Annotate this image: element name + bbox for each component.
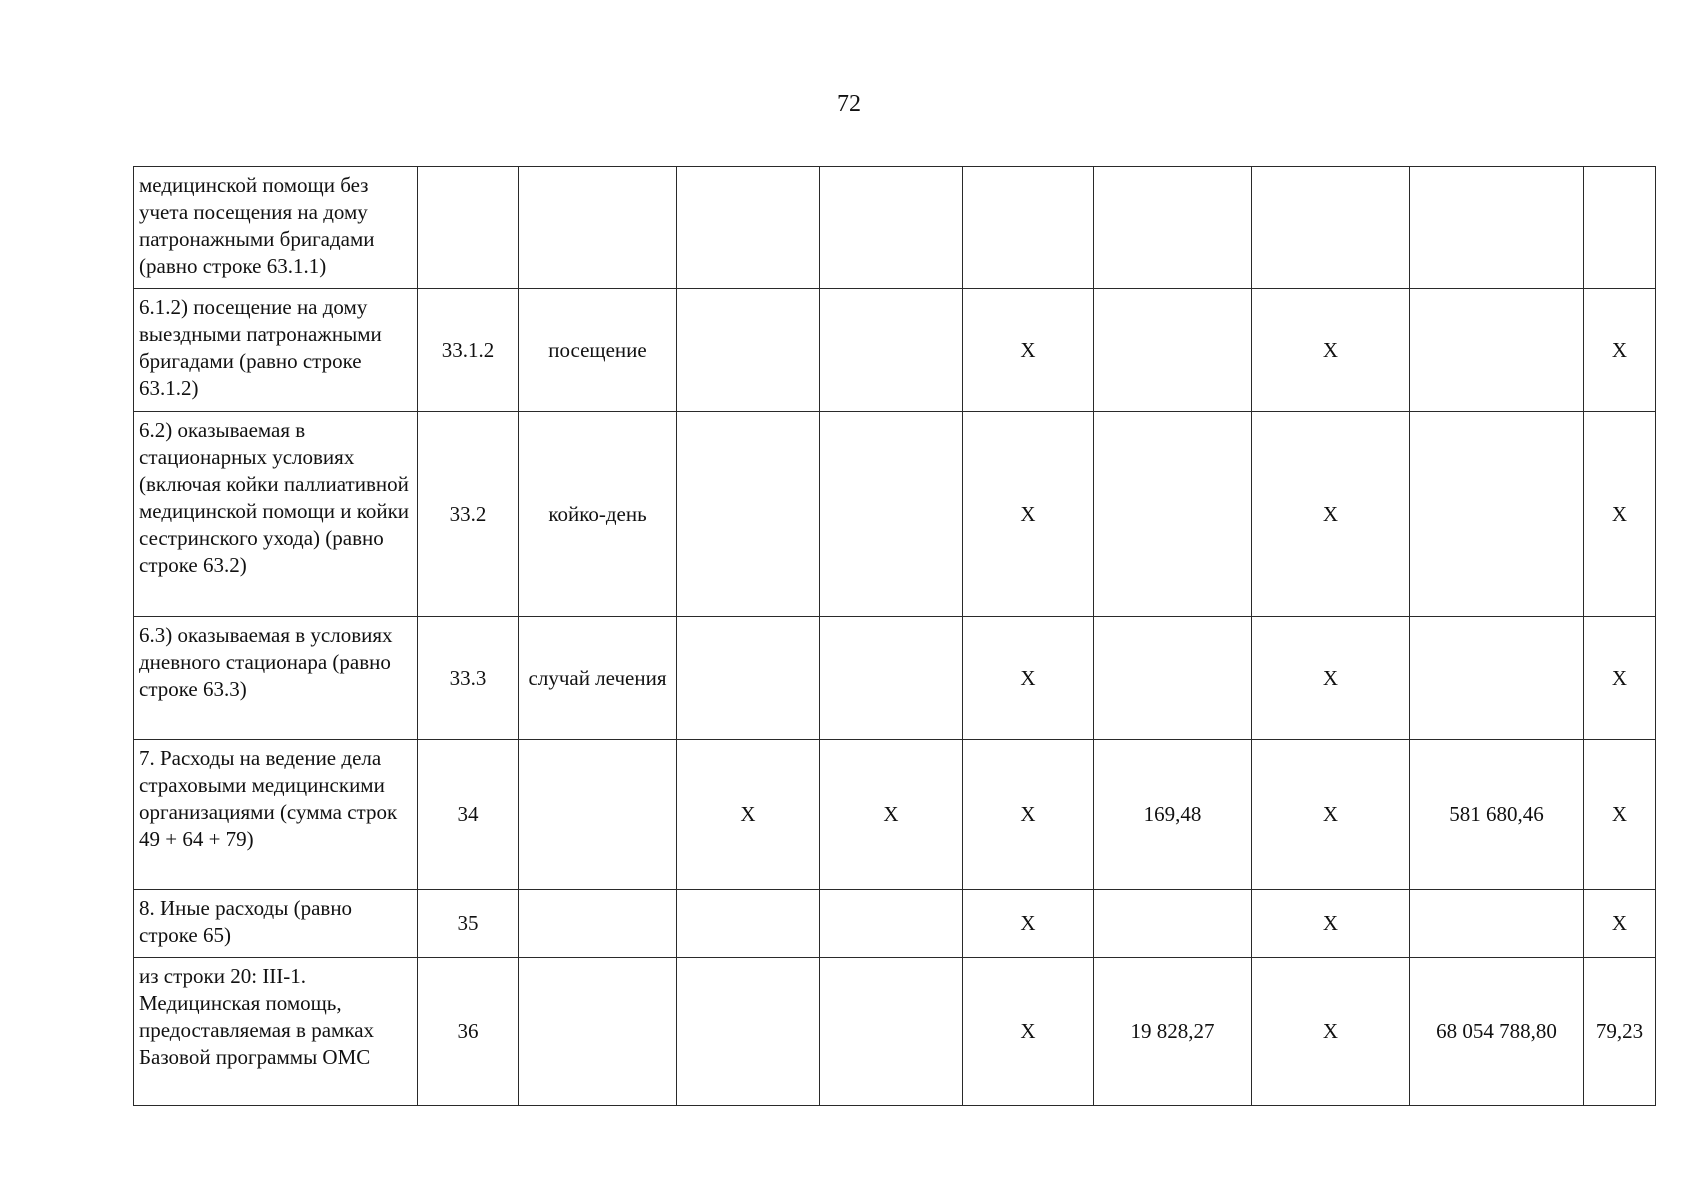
row-code-cell: 34 (418, 740, 519, 890)
value-cell (1094, 167, 1252, 289)
value-cell: X (1584, 412, 1656, 617)
value-cell (963, 167, 1094, 289)
value-cell (677, 890, 820, 958)
value-cell: X (1584, 890, 1656, 958)
value-cell (1410, 617, 1584, 740)
table-row (134, 958, 1656, 1106)
value-cell (1094, 412, 1252, 617)
value-cell: 169,48 (1094, 740, 1252, 890)
value-cell (1410, 289, 1584, 412)
value-cell (1410, 412, 1584, 617)
value-cell (820, 890, 963, 958)
value-cell: X (963, 958, 1094, 1106)
value-cell: X (1252, 617, 1410, 740)
table-row (134, 289, 1656, 412)
row-code-cell: 35 (418, 890, 519, 958)
table-row (134, 167, 1656, 289)
value-cell (820, 412, 963, 617)
value-cell (677, 412, 820, 617)
row-code-cell: 33.3 (418, 617, 519, 740)
value-cell (820, 617, 963, 740)
value-cell: X (963, 289, 1094, 412)
value-cell: X (963, 740, 1094, 890)
value-cell: X (677, 740, 820, 890)
row-code-cell: 33.2 (418, 412, 519, 617)
value-cell: X (963, 617, 1094, 740)
row-name-cell: 6.2) оказываемая в стационарных условиях (включая койки паллиативной медицинской помощи и койки сестринского ухода) (равно строке 63.2) (134, 412, 418, 617)
value-cell (677, 617, 820, 740)
value-cell (1094, 890, 1252, 958)
table-row (134, 890, 1656, 958)
value-cell (677, 289, 820, 412)
unit-cell (519, 890, 677, 958)
row-name-cell: 6.3) оказываемая в условиях дневного стационара (равно строке 63.3) (134, 617, 418, 740)
value-cell: X (1584, 289, 1656, 412)
row-code-cell (418, 167, 519, 289)
row-name-cell: 8. Иные расходы (равно строке 65) (134, 890, 418, 958)
value-cell: X (1252, 289, 1410, 412)
value-cell (1584, 167, 1656, 289)
value-cell: 19 828,27 (1094, 958, 1252, 1106)
value-cell: X (1584, 740, 1656, 890)
value-cell (820, 289, 963, 412)
value-cell (677, 958, 820, 1106)
value-cell (1094, 289, 1252, 412)
unit-cell (519, 167, 677, 289)
value-cell: X (1252, 958, 1410, 1106)
unit-cell: койко-день (519, 412, 677, 617)
value-cell (820, 958, 963, 1106)
value-cell: X (820, 740, 963, 890)
page-number: 72 (837, 91, 861, 117)
value-cell: X (1252, 890, 1410, 958)
unit-cell (519, 740, 677, 890)
unit-cell: случай лечения (519, 617, 677, 740)
table-row (134, 617, 1656, 740)
value-cell: X (1584, 617, 1656, 740)
value-cell (1410, 167, 1584, 289)
value-cell: 79,23 (1584, 958, 1656, 1106)
unit-cell (519, 958, 677, 1106)
table-row (134, 740, 1656, 890)
value-cell (820, 167, 963, 289)
value-cell (1252, 167, 1410, 289)
value-cell: X (1252, 740, 1410, 890)
table-row (134, 412, 1656, 617)
row-name-cell: 6.1.2) посещение на дому выездными патронажными бригадами (равно строке 63.1.2) (134, 289, 418, 412)
value-cell (1410, 890, 1584, 958)
value-cell: X (963, 890, 1094, 958)
value-cell: X (1252, 412, 1410, 617)
row-code-cell: 33.1.2 (418, 289, 519, 412)
value-cell: 581 680,46 (1410, 740, 1584, 890)
row-name-cell: из строки 20: III-1. Медицинская помощь, предоставляемая в рамках Базовой программы ОМС (134, 958, 418, 1106)
report-table (133, 166, 1656, 1106)
unit-cell: посещение (519, 289, 677, 412)
row-code-cell: 36 (418, 958, 519, 1106)
row-name-cell: 7. Расходы на ведение дела страховыми медицинскими организациями (сумма строк 49 + 64 + 79) (134, 740, 418, 890)
row-name-cell: медицинской помощи без учета посещения на дому патронажными бригадами (равно строке 63.1.1) (134, 167, 418, 289)
value-cell (1094, 617, 1252, 740)
value-cell (677, 167, 820, 289)
value-cell: X (963, 412, 1094, 617)
value-cell: 68 054 788,80 (1410, 958, 1584, 1106)
